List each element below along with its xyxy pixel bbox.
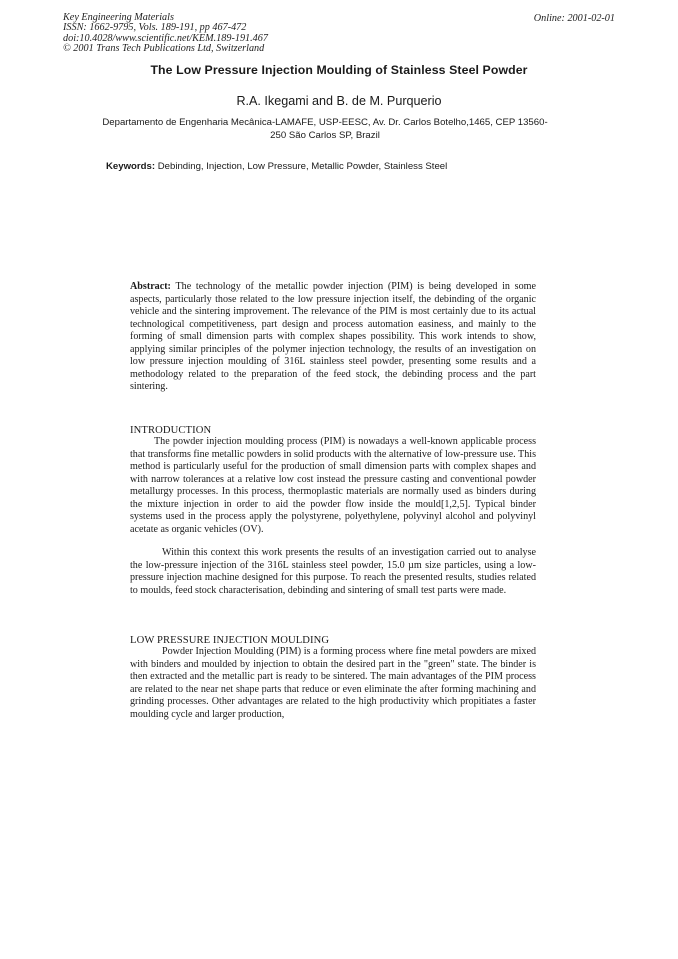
introduction-paragraph-2: Within this context this work presents the results of an investigation carried out to analyse the low-pressure injection of the 316L stainless steel powder, 15.0 µm size particles, using a low-pressure injection machine designed for this purpose. To reach the presented results, studies related to moulds, feed stock characterisation, debinding and sintering of small test parts were made. — [130, 547, 536, 596]
journal-header — [63, 13, 268, 55]
journal-copyright: © 2001 Trans Tech Publications Ltd, Switzerland — [63, 43, 265, 55]
paper-affiliation: Departamento de Engenharia Mecânica-LAMAFE, USP-EESC, Av. Dr. Carlos Botelho,1465, CEP 13560-250 São Carlos SP, Brazil — [102, 117, 548, 141]
paper-authors: R.A. Ikegami and B. de M. Purquerio — [236, 94, 442, 108]
keywords-label: Keywords: — [106, 161, 156, 172]
lpim-paragraph-1: Powder Injection Moulding (PIM) is a forming process where fine metal powders are mixed with binders and moulded by injection to obtain the desired part in the "green" state. The binder is then extracted and the metallic part is ready to be sintered. The main advantages of the PIM process are related to the near net shape parts that reduce or even eliminate the after forming machining and grinding processes. Other advantages are related to the high productivity which propitiates a faster moulding cycle and larger production, — [130, 646, 536, 720]
online-date: Online: 2001-02-01 — [533, 13, 615, 24]
journal-name: Key Engineering Materials — [63, 12, 174, 23]
abstract — [130, 281, 536, 394]
journal-issn: ISSN: 1662-9795, Vols. 189-191, pp 467-472 — [63, 22, 247, 34]
lpim-heading: LOW PRESSURE INJECTION MOULDING — [130, 635, 330, 646]
abstract-text: The technology of the metallic powder injection (PIM) is being developed in some aspects, particularly those related to the low pressure injection itself, the debinding of the organic vehicle and the sintering improvement. The relevance of the PIM is most certainly due to its actual technological competitiveness, part design and process automation easiness, and mainly to the forming of small dimension parts with complex shapes possibility. This work intends to show, applying similar principles of the polymer injection technology, the results of an investigation on low pressure injection moulding of 316L stainless steel powder, presenting some results and a methodology related to the preparation of the feed stock, the debinding process and the part sintering. — [130, 281, 536, 392]
keywords-text: Debinding, Injection, Low Pressure, Metallic Powder, Stainless Steel — [157, 161, 448, 172]
journal-doi: doi:10.4028/www.scientific.net/KEM.189-191.467 — [63, 32, 268, 44]
introduction-heading: INTRODUCTION — [130, 425, 212, 436]
paper-title: The Low Pressure Injection Moulding of Stainless Steel Powder — [150, 63, 528, 77]
introduction-paragraph-1: The powder injection moulding process (PIM) is nowadays a well-known applicable process that transforms fine metallic powders in solid products with the alternative of low-pressure use. This method is particularly useful for the production of small dimension parts with complex shapes and with narrow tolerances at a relative low cost instead the pressure casting and conventional powder metallurgy processes. In this process, thermoplastic materials are normally used as binders during the mixture injection in order to aid the powder flow inside the mould[1,2,5]. Typical binder systems used in the process apply the polystyrene, polyethylene, polyvinyl alcohol and polyvinyl acetate as organic vehicles (OV). — [130, 436, 536, 535]
keywords-line — [106, 161, 576, 172]
abstract-label: Abstract: — [130, 281, 171, 292]
